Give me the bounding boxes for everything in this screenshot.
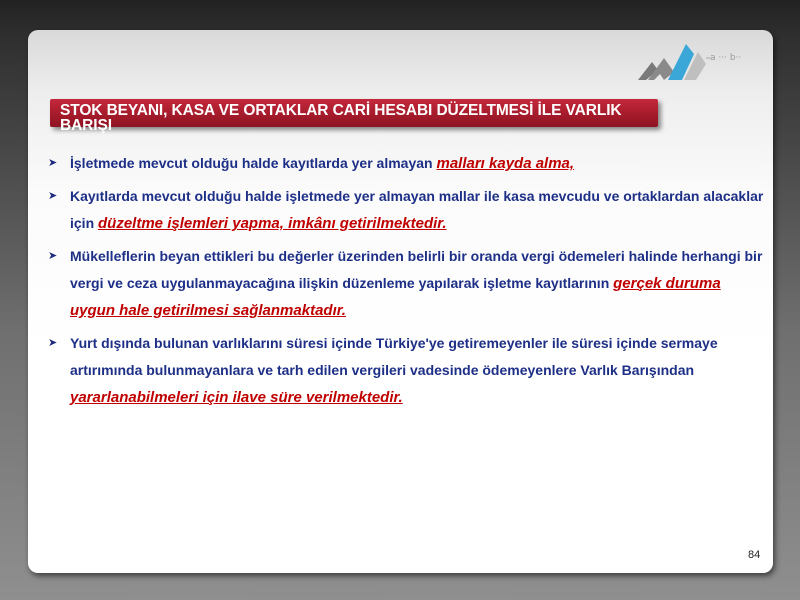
bullet-highlight: malları kayda alma,: [436, 155, 575, 172]
bullet-highlight: gerçek duruma uygun hale getirilmesi sağlanmaktadır.: [70, 275, 721, 319]
bullet-text: Kayıtlarda mevcut olduğu halde işletmede yer almayan mallar ile kasa mevcudu ve ortaklardan alacaklar için: [70, 188, 764, 231]
arrowhead-bullet-icon: ➤: [48, 190, 58, 202]
page-number: 84: [748, 549, 761, 561]
bullet-item: [46, 150, 766, 177]
company-logo-icon: [638, 40, 768, 85]
logo-text: a ··· b··: [710, 53, 742, 63]
bullet-text: Yurt dışında bulunan varlıklarını süresi içinde Türkiye'ye getiremeyenler ile süresi içinde sermaye artırımında bulunmayanlara ve tarh edilen vergileri vadesinde ödemeyenlere Varlık Barışından: [70, 335, 718, 378]
arrowhead-bullet-icon: ➤: [48, 337, 58, 349]
bullet-text: Mükelleflerin beyan ettikleri bu değerler üzerinden belirli bir oranda vergi ödemeleri halinde herhangi bir vergi ve ceza uygulanmayacağına ilişkin düzenleme yapılarak işletme kayıtlarının: [70, 248, 763, 291]
bullet-item: [46, 183, 766, 237]
arrowhead-bullet-icon: ➤: [48, 157, 58, 169]
slide-title: STOK BEYANI, KASA VE ORTAKLAR CARİ HESABI DÜZELTMESİ İLE VARLIK BARIŞI: [60, 102, 622, 134]
bullet-highlight: düzeltme işlemleri yapma, imkânı getirilmektedir.: [98, 215, 447, 232]
bullet-list: [46, 150, 766, 411]
bullet-text: İşletmede mevcut olduğu halde kayıtlarda yer almayan: [70, 155, 437, 171]
arrowhead-bullet-icon: ➤: [48, 250, 58, 262]
bullet-item: [46, 243, 766, 324]
bullet-item: [46, 330, 766, 411]
bullet-highlight: yararlanabilmeleri için ilave süre verilmektedir.: [70, 389, 403, 406]
